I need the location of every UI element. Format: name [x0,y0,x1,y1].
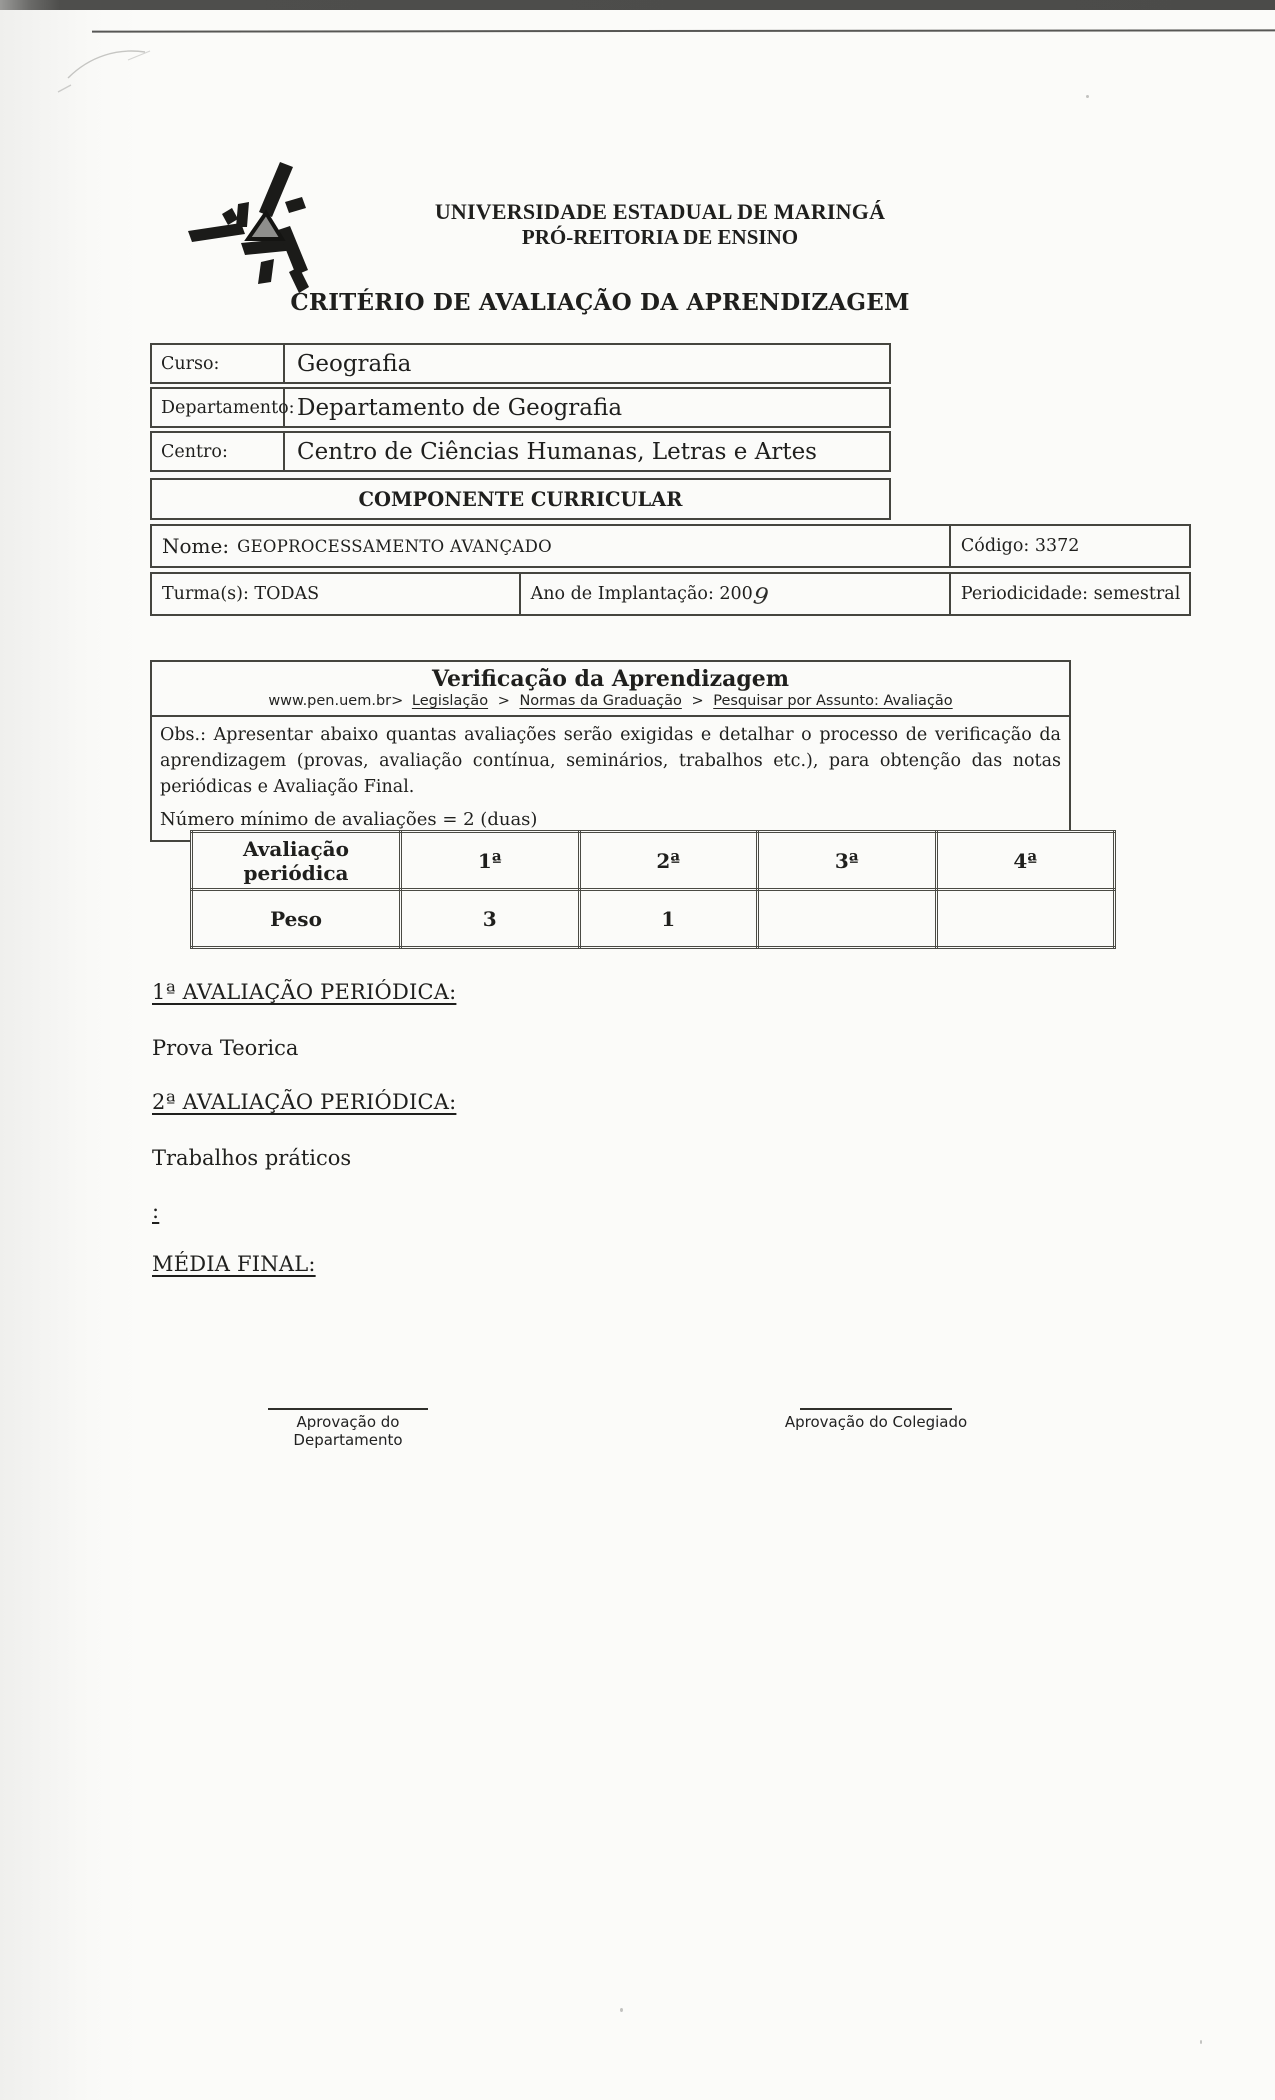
ano-implantacao-text: Ano de Implantação: 200 [530,584,753,604]
scan-speck [620,2008,623,2012]
peso-value-4 [936,890,1115,948]
componente-curricular-header: COMPONENTE CURRICULAR [150,478,891,520]
section-body-2a-avaliacao: Trabalhos práticos [152,1146,352,1170]
breadcrumb-link-normas: Normas da Graduação [519,693,682,709]
table-row-peso [192,890,1115,948]
handwritten-digit: 9 [751,582,770,611]
peso-value-1: 3 [401,890,580,948]
col-2a: 2ª [579,832,758,890]
turmas-cell: Turma(s): TODAS [152,574,521,614]
obs-paragraph: Obs.: Apresentar abaixo quantas avaliações serão exigidas e detalhar o processo de verificação da aprendizagem (provas, avaliação contínua, seminários, trabalhos etc.), para obtenção das notas periódicas e Avaliação Final. [160,725,1061,797]
signature-line [268,1408,428,1410]
table-row-curso [150,343,891,384]
centro-value: Centro de Ciências Humanas, Letras e Artes [297,438,817,465]
nome-cell [152,526,951,566]
peso-value-2: 1 [579,890,758,948]
section-heading-1a-avaliacao: 1ª AVALIAÇÃO PERIÓDICA: [152,980,457,1004]
signature-caption: Aprovação do Colegiado [784,1413,968,1431]
breadcrumb-separator: > [691,693,704,709]
nome-value: GEOPROCESSAMENTO AVANÇADO [237,536,552,556]
breadcrumb-url: www.pen.uem.br> [268,693,404,709]
section-heading-media-final: MÉDIA FINAL: [152,1252,316,1276]
avaliacao-peso-table [190,830,1116,949]
document-title: CRITÉRIO DE AVALIAÇÃO DA APRENDIZAGEM [290,289,910,316]
verificacao-box [150,660,1071,842]
course-info-table [150,343,891,475]
curso-value: Geografia [297,350,412,377]
institution-name: UNIVERSIDADE ESTADUAL DE MARINGÁ [434,199,886,224]
scanner-edge-strip [0,0,1275,10]
breadcrumb-separator: > [497,693,510,709]
uem-logo-icon [148,110,338,295]
table-row-departamento [150,387,891,428]
breadcrumb-link-pesquisar: Pesquisar por Assunto: Avaliação [713,693,953,709]
componente-row-turma [150,572,1191,616]
codigo-cell: Código: 3372 [960,536,1080,556]
scan-speck [1086,95,1089,98]
breadcrumb [152,692,1069,717]
institution-header [340,199,980,250]
departamento-label: Departamento: [152,389,285,426]
col-4a: 4ª [936,832,1115,890]
institution-subtitle: PRÓ-REITORIA DE ENSINO [521,225,799,249]
componente-row-nome [150,524,1191,568]
periodicidade-cell: Periodicidade: semestral [960,584,1181,604]
peso-value-3 [758,890,937,948]
section-body-1a-avaliacao: Prova Teorica [152,1036,299,1060]
col-1a: 1ª [401,832,580,890]
table-row-centro [150,431,891,472]
verificacao-title: Verificação da Aprendizagem [431,666,790,692]
centro-label: Centro: [152,433,285,470]
signature-departamento [243,1408,453,1449]
avaliacao-periodica-header: Avaliação periódica [192,832,401,890]
signature-colegiado [770,1408,982,1431]
peso-row-label: Peso [192,890,401,948]
breadcrumb-link-legislacao: Legislação [411,693,489,709]
col-3a: 3ª [758,832,937,890]
departamento-value: Departamento de Geografia [297,394,623,421]
scan-speck [1200,2040,1202,2044]
nome-label: Nome: [162,534,230,558]
section-heading-colon: : [152,1199,160,1223]
section-heading-2a-avaliacao: 2ª AVALIAÇÃO PERIÓDICA: [152,1090,457,1114]
signature-line [800,1408,952,1410]
table-row-header [192,832,1115,890]
signature-caption: Aprovação do Departamento [293,1413,403,1449]
obs-minimum-line: Número mínimo de avaliações = 2 (duas) [160,809,538,830]
pencil-scribble-mark [50,26,200,101]
ano-implantacao-cell [521,574,951,614]
curso-label: Curso: [152,345,285,382]
